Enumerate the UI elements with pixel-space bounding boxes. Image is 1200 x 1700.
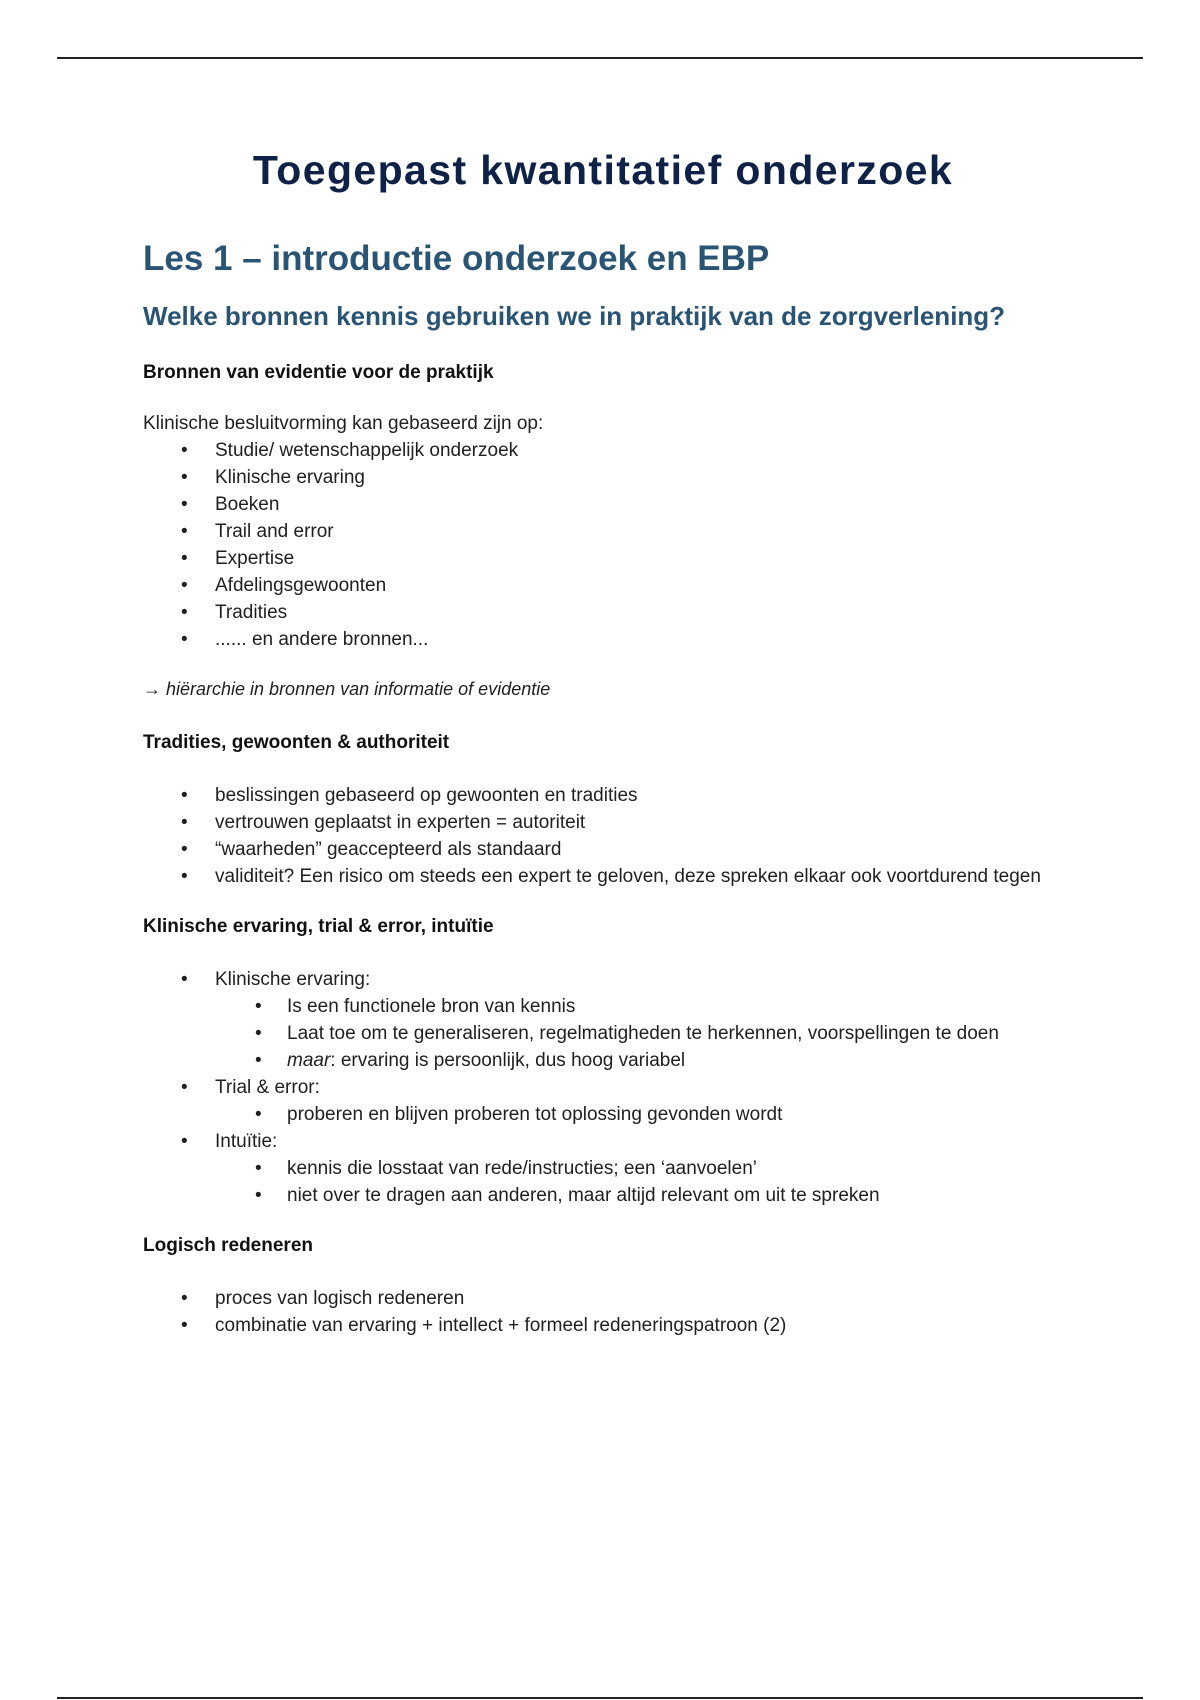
list-item (143, 966, 1063, 1074)
group-label: Intuïtie: (215, 1131, 278, 1152)
list-item: • Trail and error (143, 518, 1063, 545)
question-heading: Welke bronnen kennis gebruiken we in praktijk van de zorgverlening? (143, 301, 1006, 331)
bullet-list-logisch-redeneren (143, 1285, 1063, 1339)
document-page (143, 140, 1063, 1339)
list-item: • Klinische ervaring (143, 464, 1063, 491)
section-heading-tradities: Tradities, gewoonten & authoriteit (143, 732, 450, 753)
bullet-list-tradities (143, 782, 1063, 890)
top-rule (57, 57, 1143, 59)
list-item (143, 1074, 1063, 1128)
section-heading-klinische-ervaring: Klinische ervaring, trial & error, intuïtie (143, 916, 494, 937)
list-item: • beslissingen gebaseerd op gewoonten en tradities (143, 782, 1063, 809)
list-item (143, 1128, 1063, 1209)
list-item: • Studie/ wetenschappelijk onderzoek (143, 437, 1063, 464)
sub-list-item (215, 1047, 1063, 1074)
section-heading-bronnen: Bronnen van evidentie voor de praktijk (143, 362, 494, 383)
sub-list-item: • niet over te dragen aan anderen, maar altijd relevant om uit te spreken (215, 1182, 1063, 1209)
list-item: • combinatie van ervaring + intellect + formeel redeneringspatroon (2) (143, 1312, 1063, 1339)
bullet-list-klinische-ervaring (143, 966, 1063, 1209)
group-label: Trial & error: (215, 1077, 320, 1098)
document-title: Toegepast kwantitatief onderzoek (252, 147, 954, 193)
list-item: • Afdelingsgewoonten (143, 572, 1063, 599)
sub-bullet-list (215, 1101, 1063, 1128)
list-item: • validiteit? Een risico om steeds een expert te geloven, deze spreken elkaar ook voortdurend tegen (143, 863, 1063, 890)
emphasis-text: maar (287, 1050, 331, 1071)
hierarchy-note: → hiërarchie in bronnen van informatie of evidentie (143, 679, 551, 699)
sub-bullet-list (215, 993, 1063, 1074)
lesson-heading: Les 1 – introductie onderzoek en EBP (143, 239, 770, 278)
section-intro: Klinische besluitvorming kan gebaseerd zijn op: (143, 413, 544, 434)
list-item: • Tradities (143, 599, 1063, 626)
bottom-rule (57, 1697, 1143, 1699)
bullet-list-bronnen (143, 437, 1063, 653)
sub-list-item: • Laat toe om te generaliseren, regelmatigheden te herkennen, voorspellingen te doen (215, 1020, 1063, 1047)
list-item: • “waarheden” geaccepteerd als standaard (143, 836, 1063, 863)
sub-list-item: • proberen en blijven proberen tot oplossing gevonden wordt (215, 1101, 1063, 1128)
list-item: • ...... en andere bronnen... (143, 626, 1063, 653)
group-label: Klinische ervaring: (215, 969, 371, 990)
list-item: • Expertise (143, 545, 1063, 572)
sub-bullet-list (215, 1155, 1063, 1209)
sub-list-item-text: : ervaring is persoonlijk, dus hoog variabel (330, 1050, 686, 1071)
sub-list-item: • kennis die losstaat van rede/instructies; een ‘aanvoelen’ (215, 1155, 1063, 1182)
list-item: • Boeken (143, 491, 1063, 518)
section-heading-logisch-redeneren: Logisch redeneren (143, 1235, 313, 1256)
sub-list-item: • Is een functionele bron van kennis (215, 993, 1063, 1020)
list-item: • vertrouwen geplaatst in experten = autoriteit (143, 809, 1063, 836)
list-item: • proces van logisch redeneren (143, 1285, 1063, 1312)
